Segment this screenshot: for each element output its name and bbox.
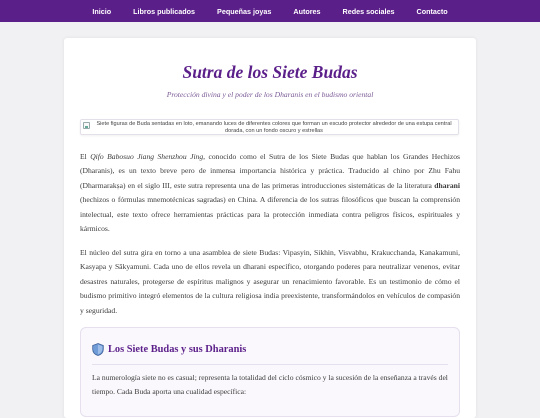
info-box-divider [92,364,448,365]
page-title: Sutra de los Siete Budas [182,62,358,82]
intro-paragraph: El Qifo Babosuo Jiang Shenzhou Jing, conocido como el Sutra de los Siete Budas que hablan los Grandes Hechizos (Dharanis), es un texto breve pero de inmensa importancia histórica y práctica. Traducido al chino por Zhu Fahu (Dharmarakṣa) en el siglo III, este sutra representa una de las primeras introducciones sistemáticas de la literatura dharani (hechizos o fórmulas mnemotécnicas sagradas) en China. A diferencia de los sutras filosóficos que buscan la comprensión intelectual, este texto ofrece herramientas prácticas para la protección inmediata contra peligros físicos, espirituales y kármicos. [80,152,460,234]
shield-icon [92,343,104,356]
nav-item-libros-publicados[interactable]: Libros publicados [133,6,196,16]
figure-alt-text: Siete figuras de Buda sentadas en loto, emanando luces de diferentes colores que forman un escudo protector alrededor de una estupa central dorada, con un fondo oscuro y estrellas [96,121,452,134]
info-box-text: La numerología siete no es casual; representa la totalidad del ciclo cósmico y la sucesión de la enseñanza a través del tiempo. Cada Buda aporta una cualidad específica: [92,373,448,397]
core-paragraph: El núcleo del sutra gira en torno a una asamblea de siete Budas: Vipasyin, Sikhin, Visvabhu, Krakucchanda, Kanakamuni, Kasyapa y Sākyamuni. Cada uno de ellos revela un dharani específico, otorgando poderes para neutralizar venenos, evitar desastres naturales, protegerse de espíritus malignos y asegurar un renacimiento favorable. Es un testimonio de cómo el budismo primitivo integró elementos de la cultura religiosa india preexistente, transformándolos en vehículos de compasión y seguridad. [80,248,460,315]
info-box-heading-text: Los Siete Budas y sus Dharanis [108,344,247,355]
broken-image-icon [83,122,90,129]
top-navbar [0,0,540,22]
nav-item-inicio[interactable]: Inicio [92,6,112,16]
sutra-chinese-title: Qifo Babosuo Jiang Shenzhou Jing [90,152,204,161]
page-subtitle: Protección divina y el poder de los Dharanis en el budismo oriental [166,90,374,99]
article-figure [80,119,459,135]
nav-item-redes-sociales[interactable]: Redes sociales [342,6,395,16]
dharani-term: dharani [434,180,460,190]
nav-item-pequenas-joyas[interactable]: Pequeñas joyas [217,6,272,16]
nav-item-contacto[interactable]: Contacto [416,6,448,16]
nav-item-autores[interactable]: Autores [293,6,321,16]
info-box-heading [92,343,392,356]
